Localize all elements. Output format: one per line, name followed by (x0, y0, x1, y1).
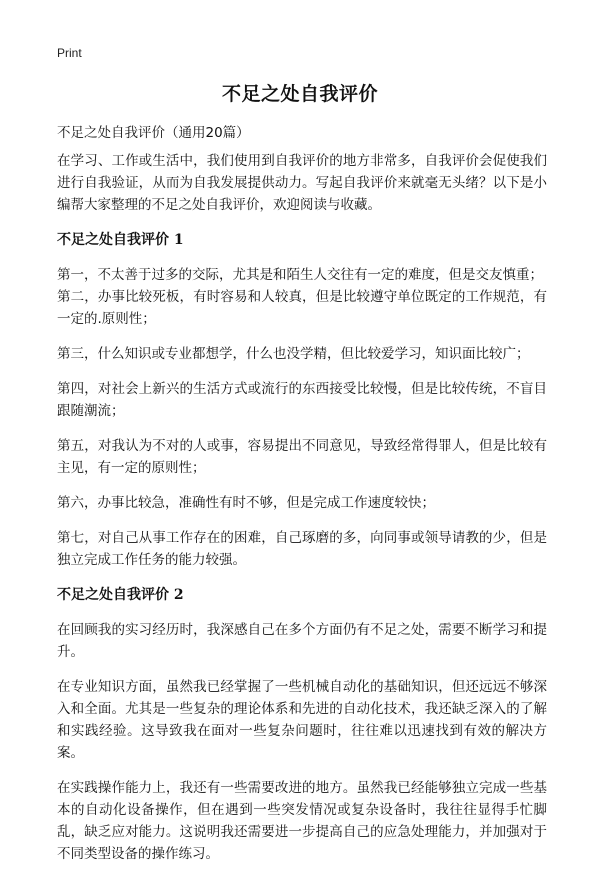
paragraph: 第二，办事比较死板，有时容易和人较真，但是比较遵守单位既定的工作规范，有一定的.原则性； (57, 289, 547, 327)
paragraph: 第四，对社会上新兴的生活方式或流行的东西接受比较慢，但是比较传统，不盲目跟随潮流； (57, 381, 547, 419)
intro-paragraph: 在学习、工作或生活中，我们使用到自我评价的地方非常多，自我评价会促使我们进行自我验证，从而为自我发展提供动力。写起自我评价来就毫无头绪？以下是小编帮大家整理的不足之处自我评价，欢迎阅读与收藏。 (57, 153, 547, 213)
paragraph: 第三，什么知识或专业都想学，什么也没学精，但比较爱学习，知识面比较广； (57, 346, 530, 362)
page-subtitle: 不足之处自我评价（通用20篇） (57, 125, 250, 141)
page-title: 不足之处自我评价 (221, 83, 378, 105)
paragraph: 在回顾我的实习经历时，我深感自己在多个方面仍有不足之处，需要不断学习和提升。 (57, 622, 547, 660)
paragraph: 第六，办事比较急，准确性有时不够，但是完成工作速度较快； (57, 495, 435, 511)
print-link[interactable]: Print (57, 46, 82, 60)
paragraph: 在实践操作能力上，我还有一些需要改进的地方。虽然我已经能够独立完成一些基本的自动化设备操作，但在遇到一些突发情况或复杂设备时，我往往显得手忙脚乱，缺乏应对能力。这说明我还需要进一步提高自己的应急处理能力，并加强对于不同类型设备的操作练习。 (57, 780, 547, 862)
paragraph: 第一，不太善于过多的交际，尤其是和陌生人交往有一定的难度，但是交友慎重； (57, 267, 543, 283)
paragraph: 第五，对我认为不对的人或事，容易提出不同意见，导致经常得罪人，但是比较有主见，有一定的原则性； (57, 438, 547, 476)
section-heading: 不足之处自我评价 2 (57, 587, 184, 603)
paragraph: 第七，对自己从事工作存在的困难，自己琢磨的多，向同事或领导请教的少，但是独立完成工作任务的能力较强。 (57, 530, 547, 568)
paragraph: 在专业知识方面，虽然我已经掌握了一些机械自动化的基础知识，但还远远不够深入和全面。尤其是一些复杂的理论体系和先进的自动化技术，我还缺乏深入的了解和实践经验。这导致我在面对一些复杂问题时，往往难以迅速找到有效的解决方案。 (57, 679, 547, 761)
document-body (57, 150, 547, 878)
section-heading: 不足之处自我评价 1 (57, 232, 184, 248)
